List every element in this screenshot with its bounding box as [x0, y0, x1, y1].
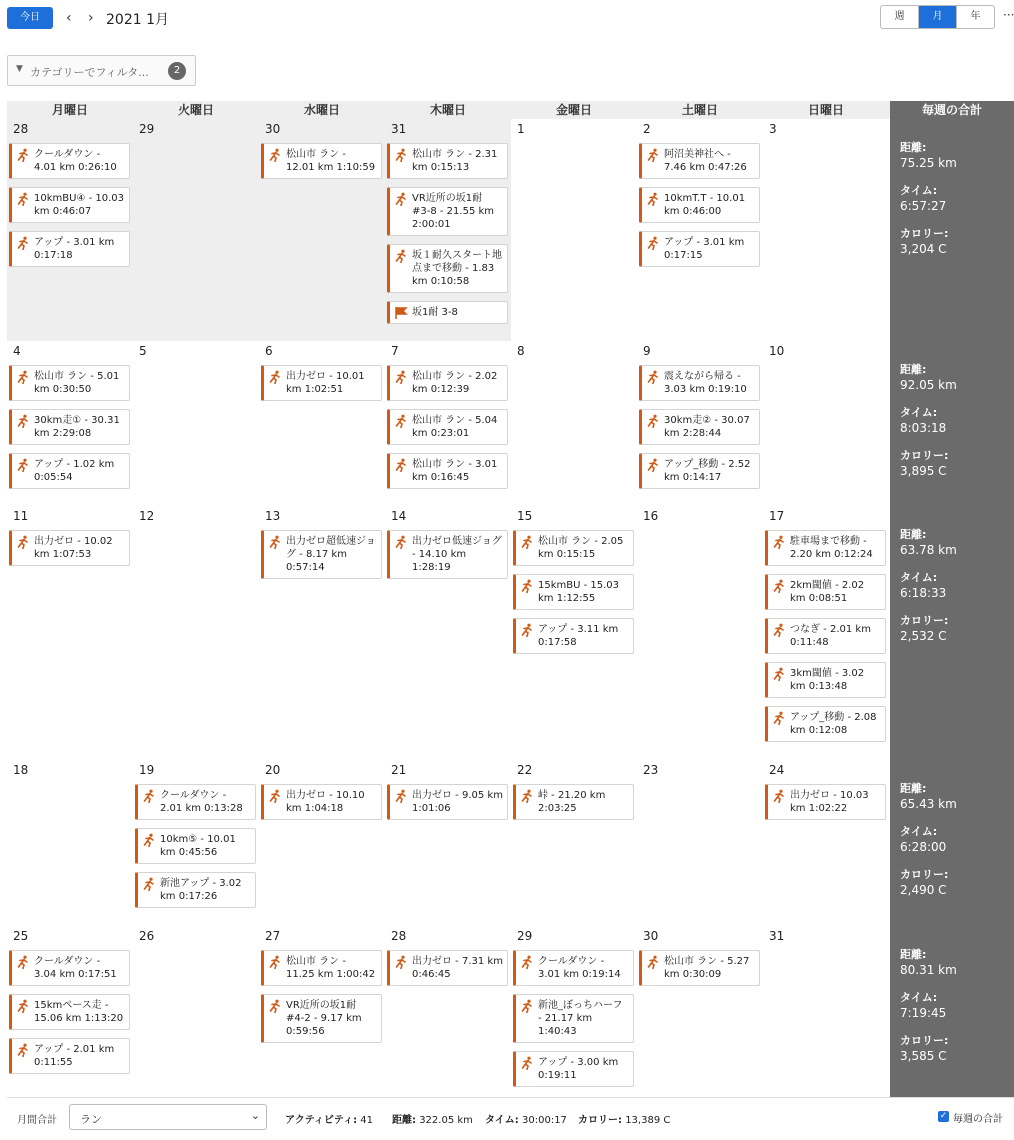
activity-card[interactable] [765, 662, 886, 698]
day-cell[interactable] [763, 926, 889, 1097]
weekly-distance-value: 92.05 km [900, 378, 957, 392]
weekly-time-label: タイム: [900, 406, 938, 419]
running-icon [394, 370, 408, 384]
day-number: 22 [517, 763, 533, 777]
running-icon [772, 579, 786, 593]
activity-card[interactable] [261, 784, 382, 820]
activity-summary: 松山市 ラン - 11.25 km 1:00:42 [286, 956, 376, 980]
weekly-time [900, 184, 946, 214]
activity-card[interactable] [387, 301, 508, 324]
activity-summary: 出力ゼロ - 10.01 km 1:02:51 [286, 371, 365, 395]
activity-summary: 15kmペース走 - 15.06 km 1:13:20 [34, 1000, 124, 1024]
activity-summary: クールダウン - 2.01 km 0:13:28 [160, 790, 243, 814]
monthly-distance: 距離: 322.05 km [392, 1115, 473, 1126]
activity-summary: 出力ゼロ - 7.31 km 0:46:45 [412, 956, 503, 980]
day-cell[interactable] [7, 760, 133, 926]
weekly-calories [900, 614, 948, 644]
day-cell[interactable] [637, 119, 763, 341]
monthly-total-label: 月間合計 [17, 1115, 57, 1126]
running-icon [142, 877, 156, 891]
running-icon [394, 955, 408, 969]
weekly-distance-label: 距離: [900, 782, 927, 795]
toolbar [0, 0, 1014, 40]
day-cell[interactable] [133, 506, 259, 760]
running-icon [772, 667, 786, 681]
running-icon [16, 458, 30, 472]
activity-card[interactable] [513, 950, 634, 986]
day-number: 23 [643, 763, 659, 777]
activity-summary: 出力ゼロ - 10.10 km 1:04:18 [286, 790, 365, 814]
flag-icon [394, 306, 408, 320]
activity-summary: アップ - 1.02 km 0:05:54 [34, 459, 115, 483]
weekly-distance-value: 80.31 km [900, 963, 957, 977]
activity-summary: 新池アップ - 3.02 km 0:17:26 [160, 878, 242, 902]
day-number: 8 [517, 344, 525, 358]
day-cell[interactable] [133, 119, 259, 341]
weekly-time-value: 8:03:18 [900, 421, 947, 435]
activity-card[interactable] [387, 453, 508, 489]
activity-card[interactable] [765, 706, 886, 742]
day-number: 19 [139, 763, 155, 777]
activity-summary: 松山市 ラン - 5.04 km 0:23:01 [412, 415, 498, 439]
day-number: 7 [391, 344, 399, 358]
weekly-distance-label: 距離: [900, 948, 927, 961]
activity-card[interactable] [9, 187, 130, 223]
monthly-summary-bar [7, 1097, 1014, 1137]
activity-card[interactable] [387, 187, 508, 236]
activity-summary: 出力ゼロ超低速ジョグ - 8.17 km 0:57:14 [286, 536, 376, 573]
activity-summary: 松山市 ラン - 3.01 km 0:16:45 [412, 459, 498, 483]
activity-card[interactable] [639, 453, 760, 489]
weekly-calories-value: 2,532 C [900, 629, 947, 643]
weekly-time [900, 825, 946, 855]
running-icon [520, 999, 534, 1013]
activity-card[interactable] [765, 574, 886, 610]
day-number: 17 [769, 509, 785, 523]
day-cell[interactable] [385, 926, 511, 1097]
day-cell[interactable] [133, 760, 259, 926]
day-cell[interactable] [385, 341, 511, 506]
running-icon [772, 711, 786, 725]
activity-summary: 松山市 ラン - 5.01 km 0:30:50 [34, 371, 120, 395]
weekly-distance-value: 63.78 km [900, 543, 957, 557]
day-cell[interactable] [637, 341, 763, 506]
activity-card[interactable] [639, 231, 760, 267]
activity-summary: 出力ゼロ - 9.05 km 1:01:06 [412, 790, 503, 814]
day-number: 30 [265, 122, 281, 136]
day-number: 12 [139, 509, 155, 523]
activity-card[interactable] [261, 365, 382, 401]
weekly-distance [900, 528, 957, 558]
running-icon [772, 535, 786, 549]
day-number: 25 [13, 929, 29, 943]
activity-card[interactable] [9, 950, 130, 986]
day-cell[interactable] [7, 119, 133, 341]
day-number: 29 [139, 122, 155, 136]
running-icon [268, 535, 282, 549]
weekly-distance-label: 距離: [900, 141, 927, 154]
activity-summary: 出力ゼロ低速ジョグ - 14.10 km 1:28:19 [412, 536, 502, 573]
weekly-calories-value: 3,585 C [900, 1049, 947, 1063]
activity-card[interactable] [9, 994, 130, 1030]
day-number: 1 [517, 122, 525, 136]
weekly-calories [900, 449, 948, 479]
running-icon [646, 955, 660, 969]
day-number: 9 [643, 344, 651, 358]
weekly-time [900, 406, 946, 436]
weekly-totals-checkbox[interactable]: ✓ [939, 1111, 948, 1121]
weekly-calories-label: カロリー: [900, 449, 949, 462]
today-button[interactable]: 今日 [7, 7, 53, 29]
running-icon [394, 458, 408, 472]
day-number: 4 [13, 344, 21, 358]
activity-card[interactable] [9, 1038, 130, 1074]
weekly-calories-label: カロリー: [900, 868, 949, 881]
activity-summary: 10kmT.T - 10.01 km 0:46:00 [664, 193, 746, 217]
activity-summary: 10km⑤ - 10.01 km 0:45:56 [160, 834, 236, 858]
weekly-calories [900, 227, 948, 257]
weekly-calories [900, 1034, 948, 1064]
day-cell[interactable] [637, 506, 763, 760]
weekly-distance [900, 782, 957, 812]
activity-summary: VR近所の坂1耐 #4-2 - 9.17 km 0:59:56 [286, 1000, 362, 1037]
activity-card[interactable] [513, 994, 634, 1043]
activity-card[interactable] [387, 784, 508, 820]
activity-card[interactable] [387, 365, 508, 401]
monthly-time: タイム: 30:00:17 [485, 1115, 567, 1126]
monthly-activities: アクティビティ: 41 [285, 1115, 374, 1126]
running-icon [646, 370, 660, 384]
weekly-time-value: 7:19:45 [900, 1006, 947, 1020]
weekly-totals-title: 毎週の合計 [921, 103, 982, 117]
activity-card[interactable] [9, 530, 130, 566]
more-options-icon[interactable]: ··· [1003, 8, 1014, 22]
sport-select[interactable] [69, 1104, 267, 1130]
activity-card[interactable] [261, 994, 382, 1043]
running-icon [16, 192, 30, 206]
day-cell[interactable] [385, 119, 511, 341]
running-icon [394, 249, 408, 263]
weekday-header-cell: 日曜日 [807, 103, 844, 117]
weekly-distance [900, 363, 957, 393]
activity-card[interactable] [387, 530, 508, 579]
running-icon [394, 148, 408, 162]
day-number: 28 [391, 929, 407, 943]
activity-summary: 坂1耐 3-8 [412, 307, 458, 318]
activity-summary: 10kmBU④ - 10.03 km 0:46:07 [34, 193, 124, 217]
day-cell[interactable] [511, 119, 637, 341]
activity-summary: 震えながら帰る - 3.03 km 0:19:10 [664, 371, 747, 395]
day-number: 27 [265, 929, 281, 943]
running-icon [16, 999, 30, 1013]
weekly-distance-value: 65.43 km [900, 797, 957, 811]
weekly-calories-label: カロリー: [900, 1034, 949, 1047]
weekly-calories-value: 2,490 C [900, 883, 947, 897]
month-calendar [7, 101, 1014, 1097]
activity-card[interactable] [765, 618, 886, 654]
activity-card[interactable] [9, 453, 130, 489]
activity-summary: 峠 - 21.20 km 2:03:25 [538, 790, 606, 814]
activity-card[interactable] [9, 231, 130, 267]
day-cell[interactable] [259, 506, 385, 760]
day-cell[interactable] [259, 926, 385, 1097]
activity-card[interactable] [639, 187, 760, 223]
day-number: 21 [391, 763, 407, 777]
activity-card[interactable] [639, 365, 760, 401]
activity-card[interactable] [9, 365, 130, 401]
running-icon [520, 535, 534, 549]
day-number: 30 [643, 929, 659, 943]
activity-summary: 15kmBU - 15.03 km 1:12:55 [538, 580, 620, 604]
running-icon [646, 458, 660, 472]
weekday-header-cell: 火曜日 [177, 103, 214, 117]
day-number: 10 [769, 344, 785, 358]
day-cell[interactable] [511, 506, 637, 760]
view-week-button[interactable]: 週 [881, 6, 919, 28]
day-number: 3 [769, 122, 777, 136]
weekly-time-label: タイム: [900, 184, 938, 197]
day-cell[interactable] [385, 506, 511, 760]
activity-summary: アップ - 3.01 km 0:17:18 [34, 237, 115, 261]
activity-card[interactable] [387, 143, 508, 179]
weekly-distance [900, 948, 957, 978]
filter-placeholder: カテゴリーでフィルタ... [30, 66, 149, 79]
weekday-header-cell: 月曜日 [51, 103, 88, 117]
next-month-icon[interactable]: › [88, 10, 94, 26]
activity-summary: アップ_移動 - 2.08 km 0:12:08 [790, 712, 877, 736]
weekly-time-value: 6:57:27 [900, 199, 947, 213]
activity-card[interactable] [513, 618, 634, 654]
weekly-calories [900, 868, 948, 898]
activity-summary: アップ_移動 - 2.52 km 0:14:17 [664, 459, 751, 483]
activity-summary: 新池_ぼっちハーフ - 21.17 km 1:40:43 [538, 1000, 623, 1037]
running-icon [142, 833, 156, 847]
filter-count-badge: 2 [168, 62, 186, 80]
running-icon [772, 623, 786, 637]
activity-summary: 2km閾値 - 2.02 km 0:08:51 [790, 580, 865, 604]
running-icon [268, 999, 282, 1013]
day-cell[interactable] [133, 341, 259, 506]
activity-card[interactable] [261, 143, 382, 179]
sport-select-value: ラン [80, 1113, 102, 1126]
activity-summary: アップ - 3.01 km 0:17:15 [664, 237, 745, 261]
prev-month-icon[interactable]: ‹ [66, 10, 72, 26]
weekly-distance [900, 141, 957, 171]
running-icon [520, 789, 534, 803]
day-cell[interactable] [7, 341, 133, 506]
weekly-time-value: 6:18:33 [900, 586, 947, 600]
day-number: 16 [643, 509, 659, 523]
filter-caret-icon: ▼ [16, 64, 23, 74]
running-icon [394, 789, 408, 803]
day-cell[interactable] [637, 926, 763, 1097]
day-cell[interactable] [385, 760, 511, 926]
activity-summary: つなぎ - 2.01 km 0:11:48 [790, 624, 871, 648]
day-cell[interactable] [511, 926, 637, 1097]
day-cell[interactable] [763, 119, 889, 341]
activity-summary: 松山市 ラン - 2.02 km 0:12:39 [412, 371, 498, 395]
running-icon [772, 789, 786, 803]
activity-card[interactable] [639, 950, 760, 986]
day-cell[interactable] [637, 760, 763, 926]
day-cell[interactable] [259, 341, 385, 506]
weekly-time-label: タイム: [900, 825, 938, 838]
activity-summary: 出力ゼロ - 10.02 km 1:07:53 [34, 536, 113, 560]
running-icon [394, 535, 408, 549]
weekly-calories-label: カロリー: [900, 614, 949, 627]
running-icon [16, 148, 30, 162]
activity-summary: クールダウン - 3.04 km 0:17:51 [34, 956, 117, 980]
weekly-calories-value: 3,895 C [900, 464, 947, 478]
activity-card[interactable] [513, 574, 634, 610]
view-toggle [880, 5, 995, 29]
weekly-distance-label: 距離: [900, 528, 927, 541]
activity-card[interactable] [387, 950, 508, 986]
running-icon [142, 789, 156, 803]
activity-summary: 松山市 ラン - 5.27 km 0:30:09 [664, 956, 750, 980]
day-number: 6 [265, 344, 273, 358]
activity-card[interactable] [9, 143, 130, 179]
day-number: 14 [391, 509, 407, 523]
activity-summary: 坂１耐久スタート地点まで移動 - 1.83 km 0:10:58 [412, 250, 502, 287]
activity-summary: 出力ゼロ - 10.03 km 1:02:22 [790, 790, 869, 814]
activity-summary: クールダウン - 3.01 km 0:19:14 [538, 956, 621, 980]
activity-card[interactable] [135, 784, 256, 820]
day-number: 5 [139, 344, 147, 358]
running-icon [520, 955, 534, 969]
day-cell[interactable] [7, 926, 133, 1097]
running-icon [16, 955, 30, 969]
weekly-time-label: タイム: [900, 991, 938, 1004]
activity-summary: 3km閾値 - 3.02 km 0:13:48 [790, 668, 865, 692]
activity-card[interactable] [135, 828, 256, 864]
activity-card[interactable] [261, 950, 382, 986]
day-cell[interactable] [259, 119, 385, 341]
day-number: 2 [643, 122, 651, 136]
activity-summary: 松山市 ラン - 2.31 km 0:15:13 [412, 149, 498, 173]
weekday-header-cell: 土曜日 [681, 103, 718, 117]
activity-summary: アップ - 3.11 km 0:17:58 [538, 624, 619, 648]
day-cell[interactable] [259, 760, 385, 926]
weekly-time-value: 6:28:00 [900, 840, 947, 854]
weekly-calories-label: カロリー: [900, 227, 949, 240]
day-number: 28 [13, 122, 29, 136]
activity-summary: 松山市 ラン - 2.05 km 0:15:15 [538, 536, 624, 560]
running-icon [268, 955, 282, 969]
running-icon [394, 192, 408, 206]
view-month-button[interactable]: 月 [919, 6, 957, 28]
view-year-button[interactable]: 年 [970, 11, 981, 22]
activity-summary: アップ - 3.00 km 0:19:11 [538, 1057, 619, 1081]
day-number: 15 [517, 509, 533, 523]
running-icon [268, 148, 282, 162]
activity-card[interactable] [513, 784, 634, 820]
running-icon [394, 414, 408, 428]
weekly-totals-checkbox-label: 毎週の合計 [953, 1114, 1003, 1125]
weekly-distance-value: 75.25 km [900, 156, 957, 170]
day-cell[interactable] [763, 341, 889, 506]
weekly-time [900, 571, 946, 601]
weekly-time-label: タイム: [900, 571, 938, 584]
running-icon [646, 192, 660, 206]
running-icon [16, 236, 30, 250]
day-number: 18 [13, 763, 29, 777]
activity-card[interactable] [513, 1051, 634, 1087]
running-icon [16, 414, 30, 428]
activity-card[interactable] [387, 244, 508, 293]
running-icon [646, 148, 660, 162]
running-icon [268, 370, 282, 384]
day-cell[interactable] [763, 506, 889, 760]
running-icon [16, 535, 30, 549]
weekly-calories-value: 3,204 C [900, 242, 947, 256]
activity-summary: アップ - 2.01 km 0:11:55 [34, 1044, 115, 1068]
weekday-header-cell: 金曜日 [555, 103, 592, 117]
day-number: 31 [391, 122, 407, 136]
activity-card[interactable] [639, 409, 760, 445]
weekly-totals-column [890, 101, 1014, 1097]
day-number: 20 [265, 763, 281, 777]
activity-card[interactable] [261, 530, 382, 579]
day-number: 24 [769, 763, 785, 777]
chevron-down-icon: ⌄ [250, 1109, 260, 1122]
activity-card[interactable] [9, 409, 130, 445]
activity-card[interactable] [765, 784, 886, 820]
running-icon [646, 236, 660, 250]
day-cell[interactable] [133, 926, 259, 1097]
weekday-header [7, 101, 890, 119]
running-icon [520, 1056, 534, 1070]
running-icon [520, 623, 534, 637]
day-cell[interactable] [763, 760, 889, 926]
day-cell[interactable] [511, 760, 637, 926]
day-number: 31 [769, 929, 785, 943]
activity-summary: VR近所の坂1耐 #3-8 - 21.55 km 2:00:01 [412, 193, 495, 230]
activity-card[interactable] [513, 530, 634, 566]
day-number: 13 [265, 509, 281, 523]
activity-card[interactable] [765, 530, 886, 566]
category-filter[interactable] [7, 55, 196, 86]
day-number: 26 [139, 929, 155, 943]
activity-summary: クールダウン - 4.01 km 0:26:10 [34, 149, 117, 173]
activity-summary: 駐車場まで移動 - 2.20 km 0:12:24 [790, 536, 873, 560]
activity-summary: 30km走① - 30.31 km 2:29:08 [34, 415, 120, 439]
running-icon [520, 579, 534, 593]
day-cell[interactable] [511, 341, 637, 506]
weekday-header-cell: 木曜日 [429, 103, 466, 117]
activity-card[interactable] [639, 143, 760, 179]
running-icon [268, 789, 282, 803]
activity-card[interactable] [135, 872, 256, 908]
month-title: 2021 1月 [106, 12, 169, 28]
day-cell[interactable] [7, 506, 133, 760]
day-number: 29 [517, 929, 533, 943]
running-icon [16, 1043, 30, 1057]
running-icon [16, 370, 30, 384]
weekday-header-cell: 水曜日 [303, 103, 340, 117]
activity-summary: 30km走② - 30.07 km 2:28:44 [664, 415, 750, 439]
weekly-time [900, 991, 946, 1021]
running-icon [646, 414, 660, 428]
activity-card[interactable] [387, 409, 508, 445]
activity-summary: 阿沼美神社へ - 7.46 km 0:47:26 [664, 149, 747, 173]
weekly-distance-label: 距離: [900, 363, 927, 376]
monthly-calories: カロリー: 13,389 C [578, 1115, 671, 1126]
activity-summary: 松山市 ラン - 12.01 km 1:10:59 [286, 149, 376, 173]
day-number: 11 [13, 509, 29, 523]
